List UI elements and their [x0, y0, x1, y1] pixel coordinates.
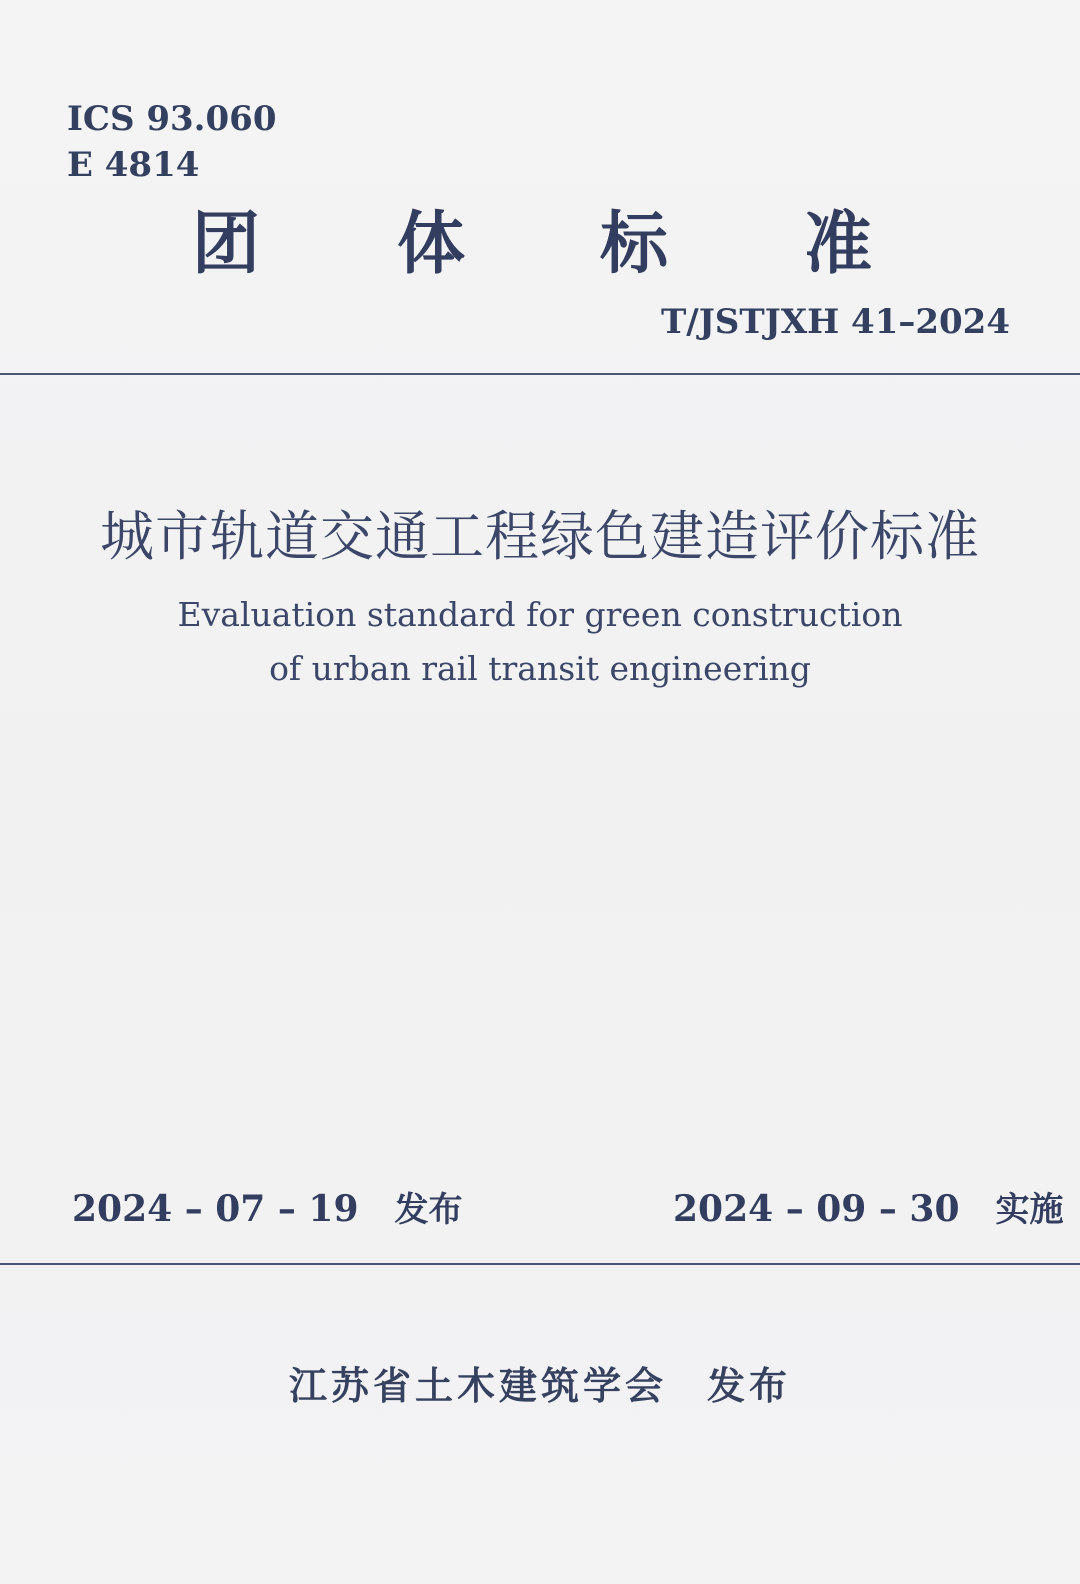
- standard-type-heading: [0, 200, 1080, 290]
- implement-date-row: [673, 1182, 1064, 1231]
- standard-type-char-2: 体: [397, 205, 466, 284]
- ics-code: ICS 93.060: [67, 99, 277, 139]
- issue-label: 发布: [394, 1190, 463, 1230]
- implement-date: 2024 – 09 – 30: [673, 1188, 960, 1230]
- standard-type-char-4: 准: [804, 205, 873, 284]
- standard-number: T/JSTJXH 41–2024: [660, 302, 1010, 342]
- bottom-divider: [0, 1263, 1080, 1265]
- ccs-code: E 4814: [67, 145, 200, 185]
- title-english-line-2: of urban rail transit engineering: [269, 649, 811, 688]
- title-english: [0, 588, 1080, 696]
- implement-label: 实施: [995, 1190, 1064, 1230]
- title-chinese: 城市轨道交通工程绿色建造评价标准: [100, 505, 980, 568]
- publisher-name: 江苏省土木建筑学会: [288, 1364, 667, 1408]
- publisher-line: [0, 1355, 1080, 1410]
- title-english-line-1: Evaluation standard for green construction: [177, 595, 903, 634]
- publisher-action: 发布: [707, 1364, 792, 1408]
- top-divider: [0, 373, 1080, 375]
- issue-date: 2024 – 07 – 19: [72, 1188, 359, 1230]
- issue-date-row: [72, 1182, 463, 1231]
- standard-type-char-3: 标: [600, 205, 669, 284]
- classification-codes: [67, 96, 276, 188]
- standard-type-char-1: 团: [192, 205, 261, 284]
